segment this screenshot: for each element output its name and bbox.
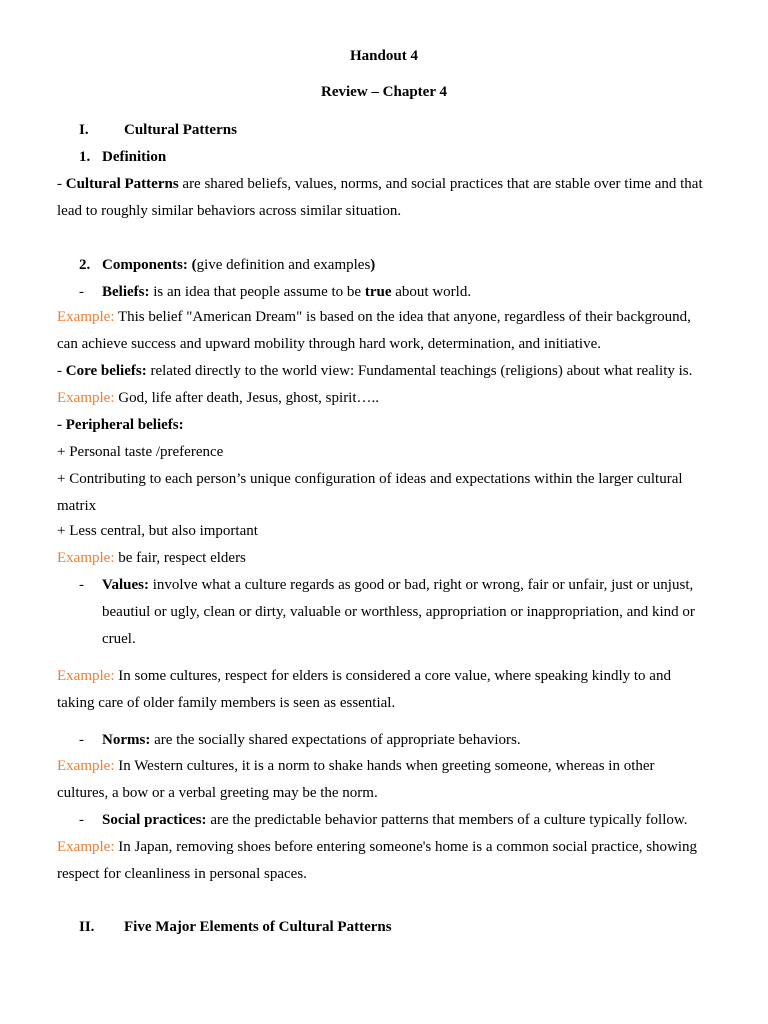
chapter-title: Review – Chapter 4 (321, 84, 447, 100)
norms-example-line-1: Example: In Western cultures, it is a norm to shake hands when greeting someone, whereas in other (57, 758, 655, 774)
cultural-patterns-term: Cultural Patterns (65, 176, 179, 192)
peripheral-beliefs-heading: - Peripheral beliefs: (57, 417, 184, 433)
values-example-line-1: Example: In some cultures, respect for elders is considered a core value, where speaking kindly to and (57, 668, 671, 684)
peripheral-point-3: + Less central, but also important (57, 523, 258, 539)
beliefs-example-line-2: can achieve success and upward mobility through hard work, determination, and initiative. (57, 336, 602, 352)
values-line-1: Values: involve what a culture regards as good or bad, right or wrong, fair or unfair, just or unjust, (102, 577, 694, 593)
definition-line-2: lead to roughly similar behaviors across similar situation. (57, 203, 402, 219)
item-2-number: 2. (79, 257, 91, 273)
section-1-numeral: I. (79, 122, 89, 138)
core-beliefs-example: Example: God, life after death, Jesus, ghost, spirit….. (57, 390, 380, 406)
item-1-number: 1. (79, 149, 91, 165)
section-1-title: Cultural Patterns (124, 122, 237, 138)
social-practices-line: Social practices: are the predictable behavior patterns that members of a culture typically follow. (102, 812, 688, 828)
values-bullet: - (79, 577, 84, 593)
social-example-line-2: respect for cleanliness in personal spaces. (57, 866, 307, 882)
core-beliefs-line: - Core beliefs: related directly to the world view: Fundamental teachings (religions) about what reality is. (57, 363, 693, 379)
item-1-title: Definition (102, 149, 167, 165)
norms-bullet: - (79, 732, 84, 748)
peripheral-point-2-line-1: + Contributing to each person’s unique configuration of ideas and expectations within the larger cultural (57, 471, 683, 487)
values-line-2: beautiul or ugly, clean or dirty, valuable or worthless, appropriation or inappropriation, and kind or (102, 604, 695, 620)
section-2-numeral: II. (79, 919, 95, 935)
beliefs-example-line-1: Example: This belief "American Dream" is based on the idea that anyone, regardless of their background, (57, 309, 691, 325)
handout-title: Handout 4 (350, 48, 418, 64)
item-2-title: Components: (give definition and examples) (102, 257, 376, 273)
social-example-line-1: Example: In Japan, removing shoes before entering someone's home is a common social practice, showing (57, 839, 698, 855)
peripheral-point-2-line-2: matrix (57, 498, 97, 514)
values-line-3: cruel. (102, 631, 136, 647)
norms-example-line-2: cultures, a bow or a verbal greeting may be the norm. (57, 785, 378, 801)
beliefs-bullet: - (79, 284, 84, 300)
beliefs-line: Beliefs: is an idea that people assume to be true about world. (102, 284, 472, 300)
values-example-line-2: taking care of older family members is seen as essential. (57, 695, 396, 711)
norms-line: Norms: are the socially shared expectations of appropriate behaviors. (102, 732, 521, 748)
section-2-title: Five Major Elements of Cultural Patterns (124, 919, 392, 935)
definition-line-1: - Cultural Patterns are shared beliefs, values, norms, and social practices that are stable over time and that (57, 176, 703, 192)
peripheral-point-1: + Personal taste /preference (57, 444, 224, 460)
peripheral-example: Example: be fair, respect elders (57, 550, 246, 566)
social-practices-bullet: - (79, 812, 84, 828)
